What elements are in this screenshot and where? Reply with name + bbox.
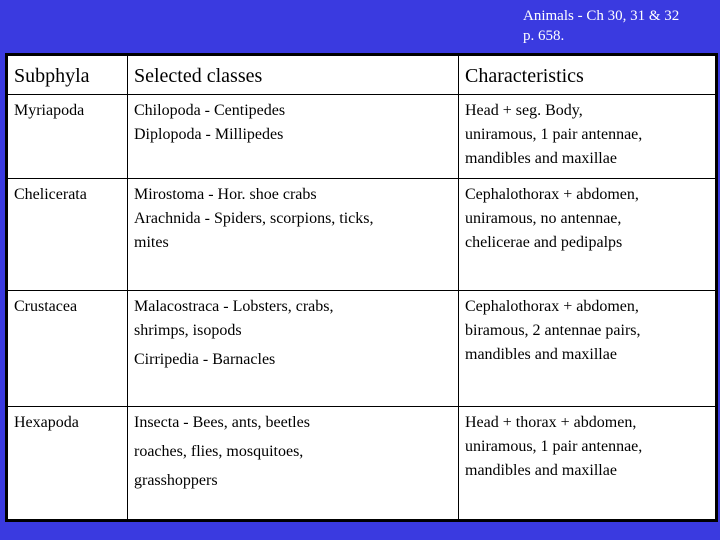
characteristic-line: mandibles and maxillae xyxy=(465,346,617,363)
table-row xyxy=(7,179,717,291)
subphylum-cell: Crustacea xyxy=(7,291,128,407)
characteristic-line: Cephalothorax + abdomen, xyxy=(465,186,639,203)
class-line: Insecta - Bees, ants, beetles xyxy=(134,414,310,431)
chapter-reference-line: Animals - Ch 30, 31 & 32 xyxy=(523,8,680,24)
chapter-reference xyxy=(523,6,679,46)
characteristics-cell xyxy=(459,407,717,521)
class-line: Arachnida - Spiders, scorpions, ticks, xyxy=(134,210,374,227)
table-row xyxy=(7,407,717,521)
characteristics-cell xyxy=(459,95,717,179)
characteristic-line: Head + thorax + abdomen, xyxy=(465,414,637,431)
subphylum-cell: Hexapoda xyxy=(7,407,128,521)
class-line: Chilopoda - Centipedes xyxy=(134,102,286,119)
characteristics-cell xyxy=(459,179,717,291)
characteristic-line: chelicerae and pedipalps xyxy=(465,234,623,251)
characteristic-line: mandibles and maxillae xyxy=(465,150,617,167)
class-line: mites xyxy=(134,234,169,251)
class-line: Diplopoda - Millipedes xyxy=(134,126,284,143)
classes-cell xyxy=(128,407,459,521)
subphylum-cell: Myriapoda xyxy=(7,95,128,179)
characteristic-line: Cephalothorax + abdomen, xyxy=(465,298,639,315)
header-characteristics: Characteristics xyxy=(459,55,717,95)
characteristic-line: biramous, 2 antennae pairs, xyxy=(465,322,641,339)
class-line: Mirostoma - Hor. shoe crabs xyxy=(134,186,317,203)
class-line: shrimps, isopods xyxy=(134,322,242,339)
classes-cell xyxy=(128,291,459,407)
characteristic-line: uniramous, 1 pair antennae, xyxy=(465,438,643,455)
class-line: roaches, flies, mosquitoes, xyxy=(134,443,304,460)
characteristics-cell xyxy=(459,291,717,407)
characteristic-line: mandibles and maxillae xyxy=(465,462,617,479)
classes-cell xyxy=(128,95,459,179)
header-subphyla: Subphyla xyxy=(7,55,128,95)
class-line: Cirripedia - Barnacles xyxy=(134,351,276,368)
header-selected-classes: Selected classes xyxy=(128,55,459,95)
classes-cell xyxy=(128,179,459,291)
characteristic-line: uniramous, 1 pair antennae, xyxy=(465,126,643,143)
table-header-row xyxy=(7,55,717,95)
table-row xyxy=(7,95,717,179)
characteristic-line: Head + seg. Body, xyxy=(465,102,583,119)
table-row xyxy=(7,291,717,407)
class-line: Malacostraca - Lobsters, crabs, xyxy=(134,298,334,315)
class-line: grasshoppers xyxy=(134,472,218,489)
page-reference-line: p. 658. xyxy=(523,28,565,44)
subphylum-cell: Chelicerata xyxy=(7,179,128,291)
characteristic-line: uniramous, no antennae, xyxy=(465,210,622,227)
arthropod-table xyxy=(5,53,718,522)
